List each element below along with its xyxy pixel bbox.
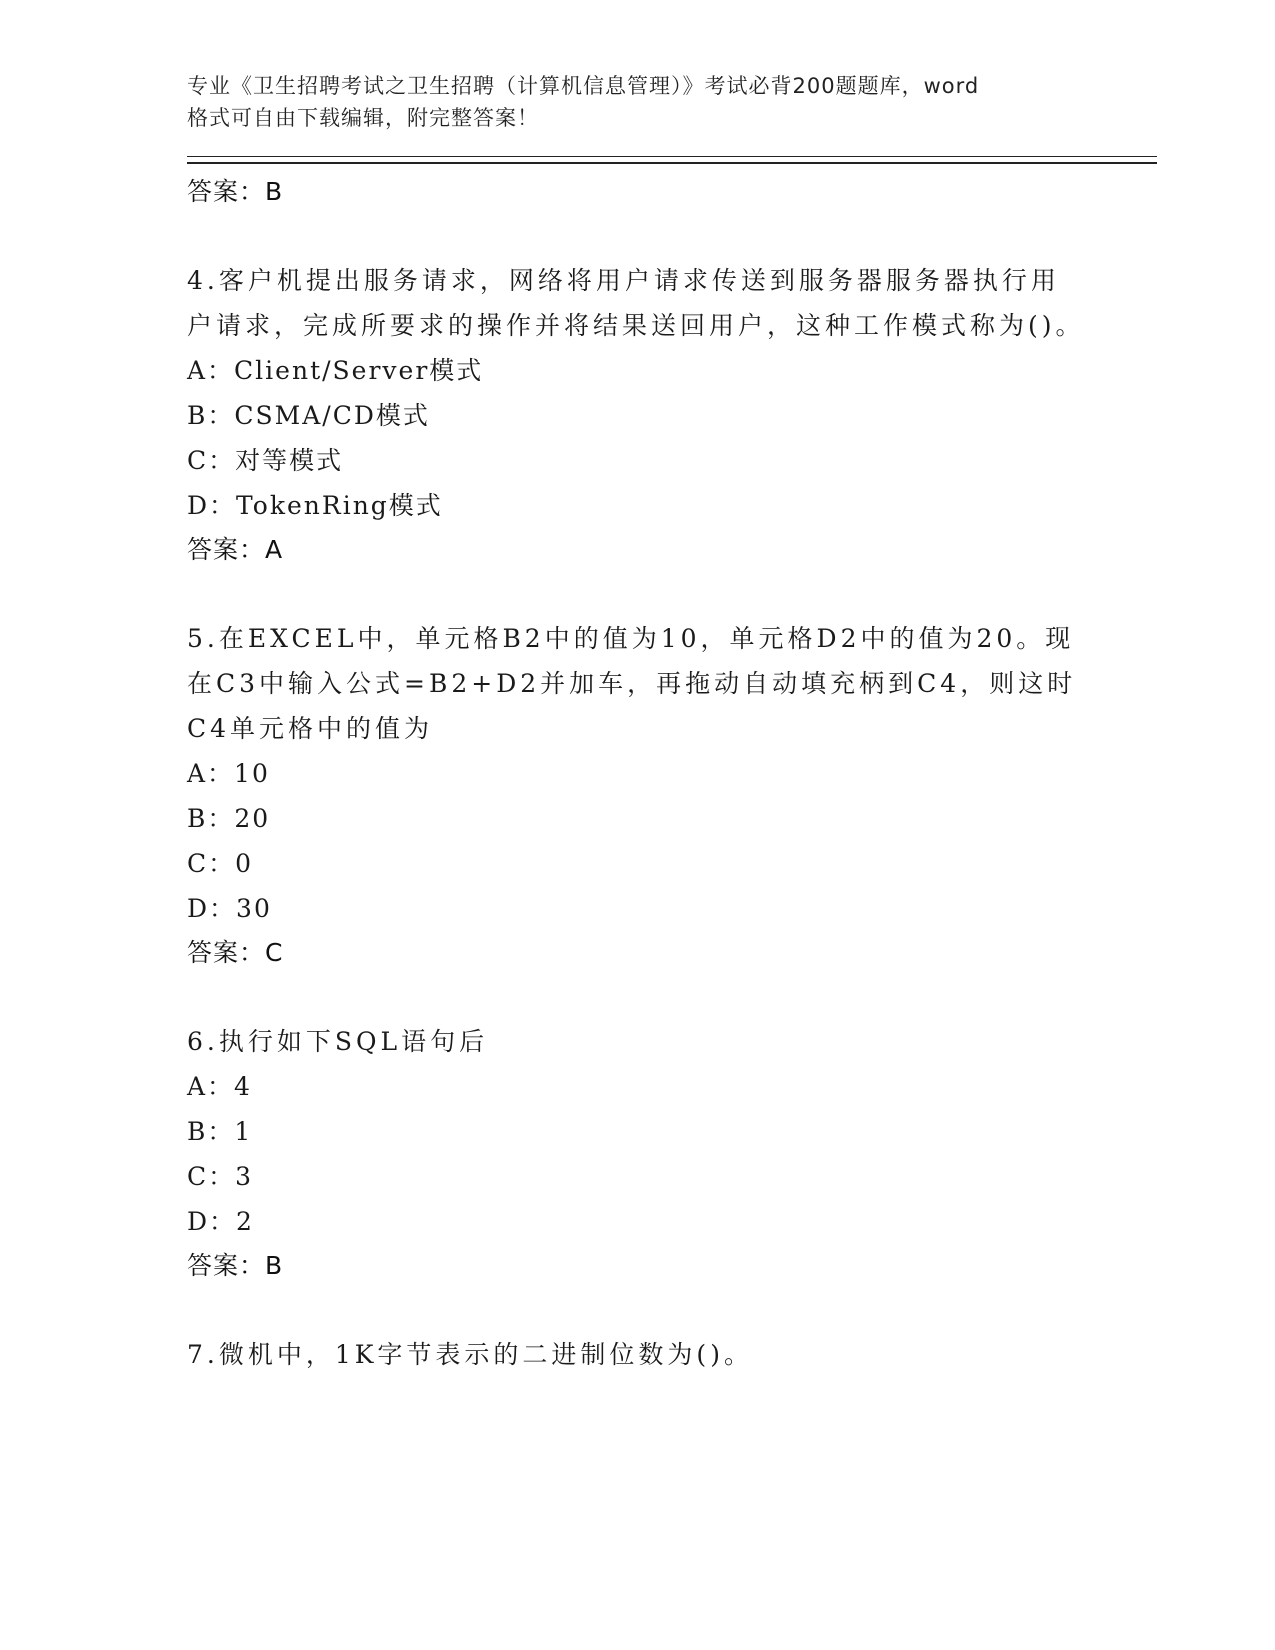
option-b: B：CSMA/CD模式 [187, 401, 430, 430]
answer-label: 答案：B [187, 1251, 284, 1280]
document-header [187, 70, 1067, 134]
option-b: B：1 [187, 1117, 253, 1146]
question-4 [187, 258, 1157, 572]
answer-label: 答案：B [187, 177, 284, 206]
option-a: A：4 [187, 1072, 252, 1101]
option-a: A：Client/Server模式 [187, 356, 484, 385]
header-line-2: 格式可自由下载编辑，附完整答案！ [187, 106, 539, 130]
question-text: 5.在EXCEL中，单元格B2中的值为10，单元格D2中的值为20。现在C3中输入公式=B2+D2并加车，再拖动自动填充柄到C4，则这时C4单元格中的值为 [187, 624, 1077, 743]
question-5 [187, 616, 1157, 975]
question-7 [187, 1332, 1157, 1377]
question-6 [187, 1019, 1157, 1288]
option-c: C：0 [187, 849, 254, 878]
question-text: 7.微机中，1K字节表示的二进制位数为()。 [187, 1340, 753, 1369]
answer-label: 答案：C [187, 938, 284, 967]
option-c: C：3 [187, 1162, 254, 1191]
question-text: 4.客户机提出服务请求，网络将用户请求传送到服务器服务器执行用户请求，完成所要求的操作并将结果送回用户，这种工作模式称为()。 [187, 266, 1085, 340]
option-d: D：2 [187, 1207, 254, 1236]
option-c: C：对等模式 [187, 446, 344, 475]
document-page [187, 70, 1157, 1377]
option-d: D：TokenRing模式 [187, 491, 443, 520]
option-a: A：10 [187, 759, 270, 788]
question-text: 6.执行如下SQL语句后 [187, 1027, 489, 1056]
header-line-1: 专业《卫生招聘考试之卫生招聘（计算机信息管理）》考试必背200题题库，word [187, 74, 980, 98]
answer-label: 答案：A [187, 535, 284, 564]
option-b: B：20 [187, 804, 271, 833]
header-divider [187, 156, 1157, 164]
option-d: D：30 [187, 894, 272, 923]
